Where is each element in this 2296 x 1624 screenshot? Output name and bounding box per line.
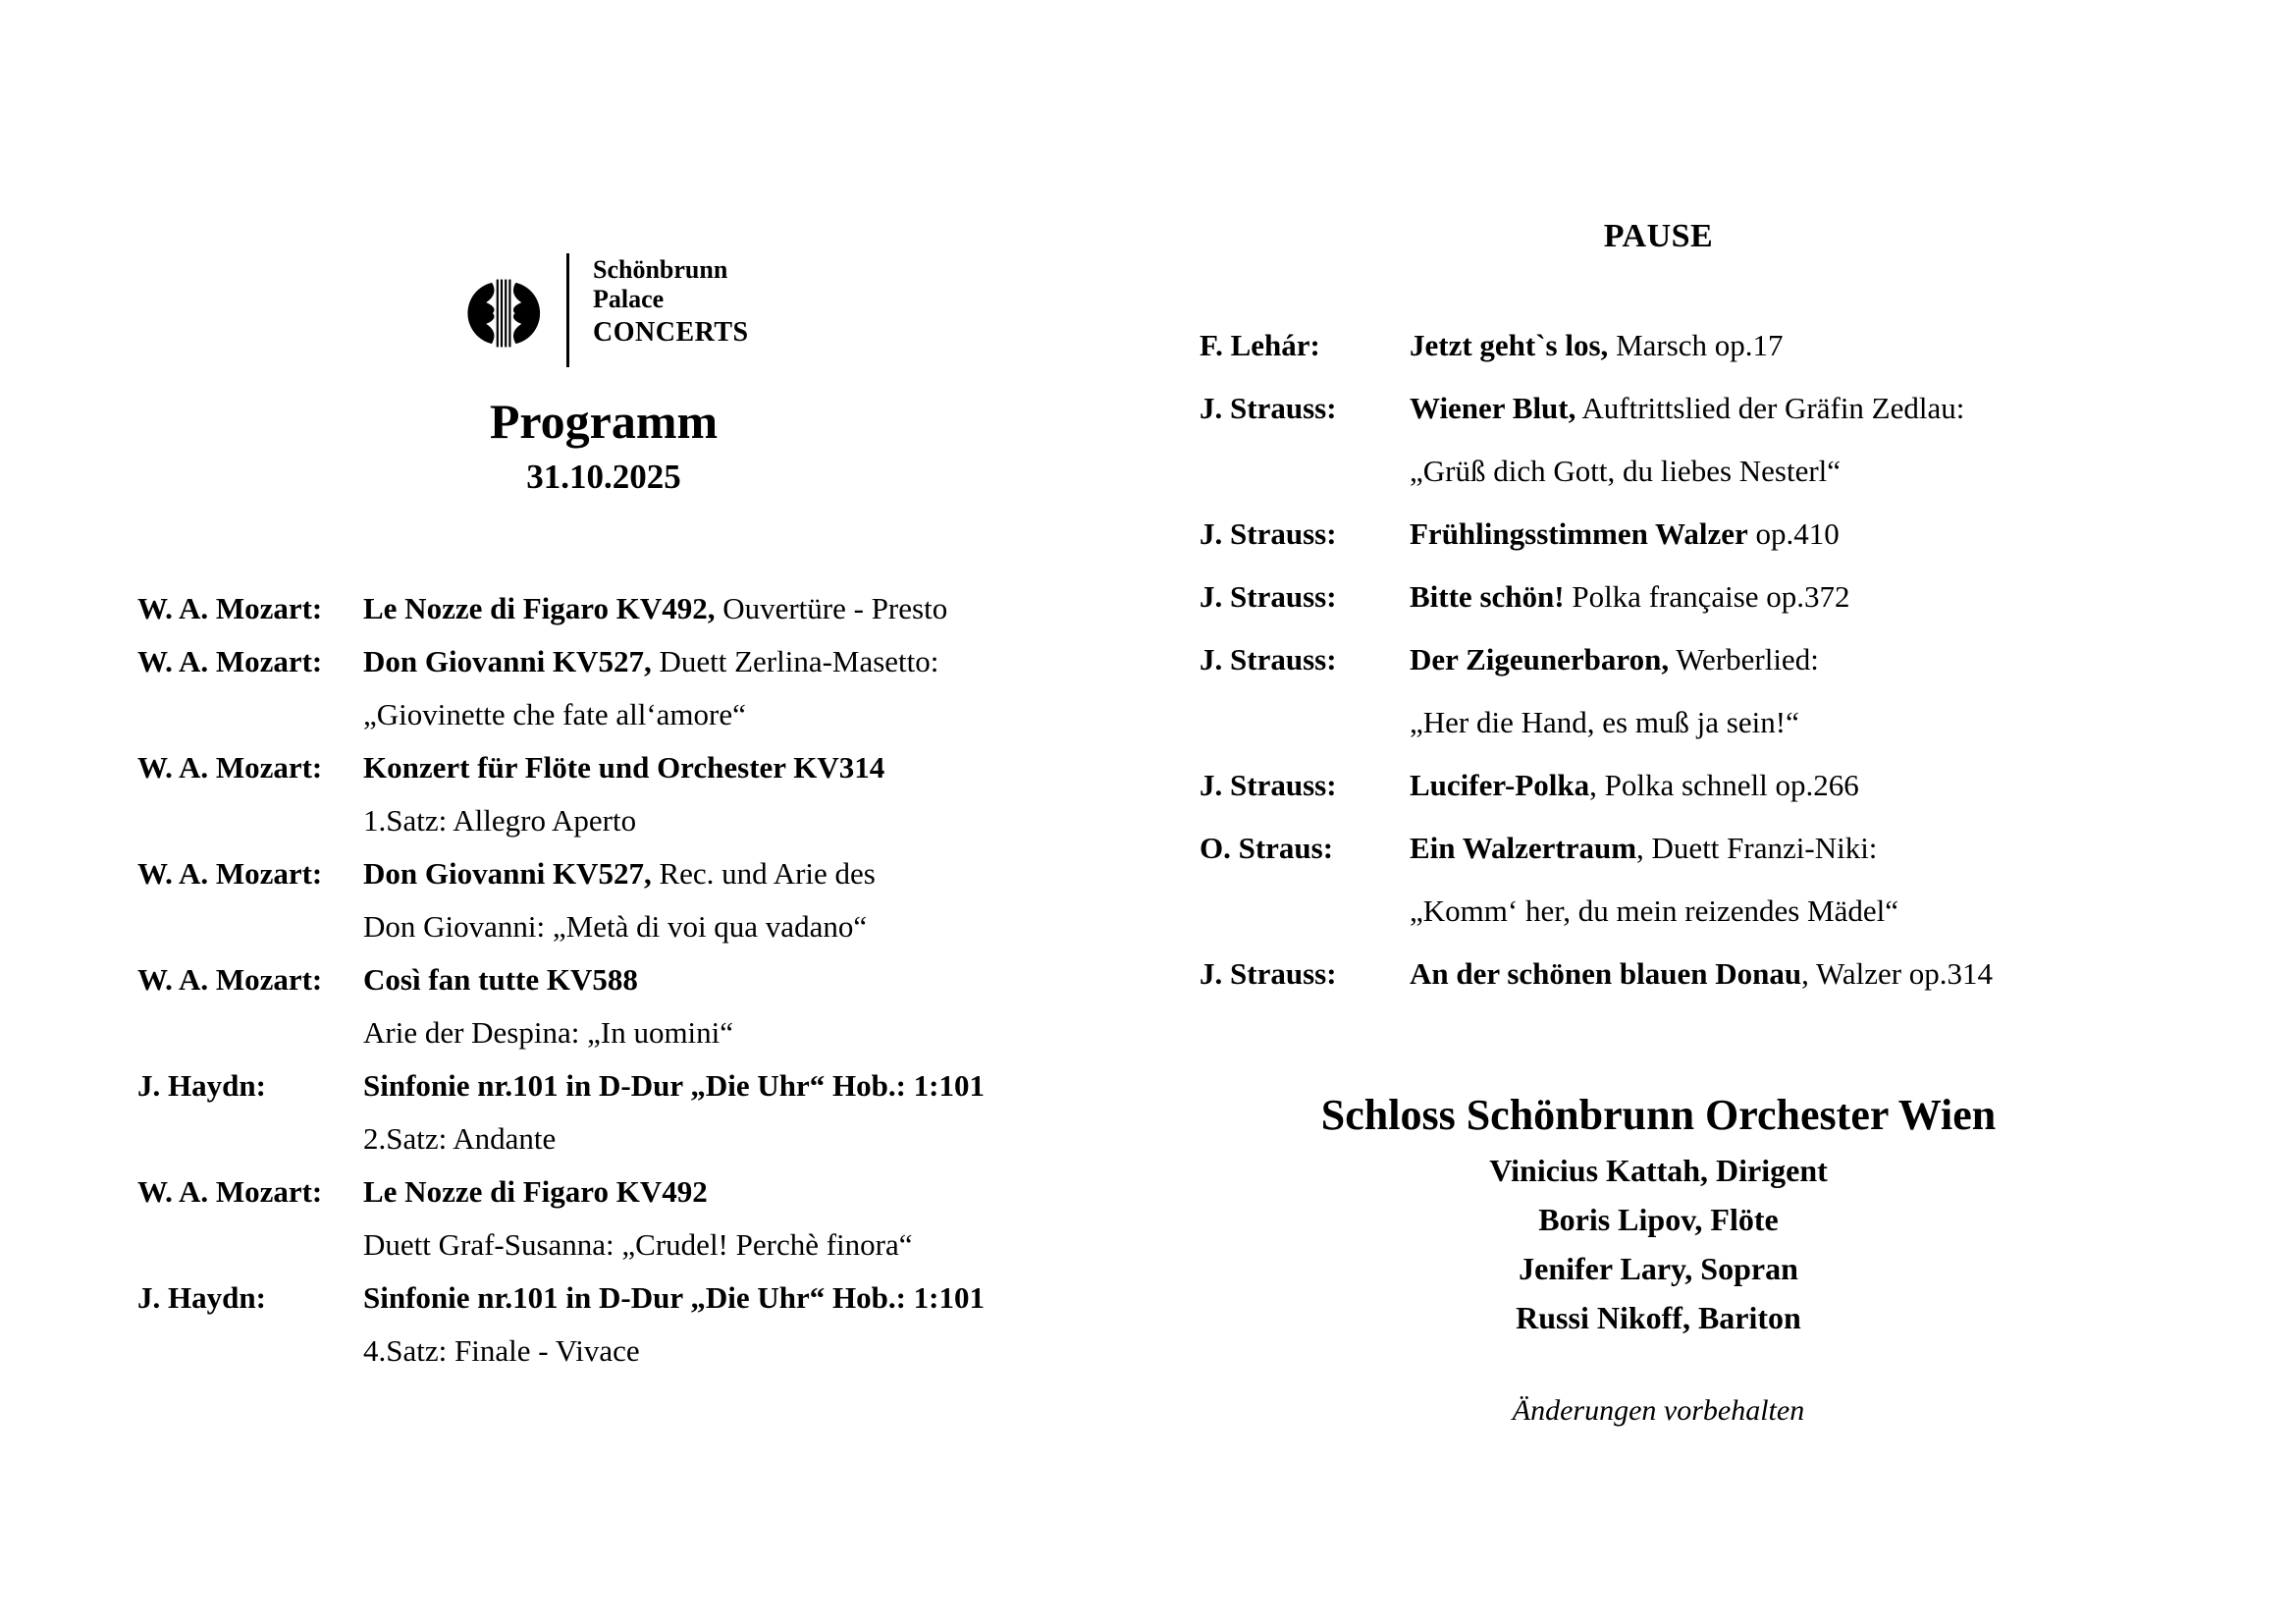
composer-label: [137, 1325, 363, 1378]
piece-text: [1410, 754, 2250, 817]
piece-text: [363, 635, 1129, 688]
program-entry: [1200, 943, 2250, 1005]
piece-detail: , Duett Franzi-Niki:: [1636, 831, 1878, 865]
piece-detail: 4.Satz: Finale - Vivace: [363, 1333, 640, 1368]
logo-divider-line: [566, 253, 569, 367]
program-entry: [1200, 566, 2250, 628]
program-entry: [137, 1059, 1129, 1112]
performer-line: Russi Nikoff, Bariton: [1516, 1300, 1801, 1335]
piece-detail: 1.Satz: Allegro Aperto: [363, 803, 637, 838]
piece-text: [363, 1218, 1129, 1272]
piece-detail: „Her die Hand, es muß ja sein!“: [1410, 705, 1799, 739]
performer-line: Boris Lipov, Flöte: [1538, 1202, 1779, 1237]
program-entry: [137, 1165, 1129, 1218]
program-entry: [1200, 503, 2250, 566]
piece-text: [1410, 943, 2250, 1005]
program-entry: [1200, 754, 2250, 817]
composer-label: [137, 1112, 363, 1165]
piece-title: Così fan tutte KV588: [363, 962, 638, 997]
piece-title: Konzert für Flöte und Orchester KV314: [363, 750, 885, 785]
program-entry: [137, 582, 1129, 635]
piece-title: Sinfonie nr.101 in D-Dur „Die Uhr“ Hob.: 1:101: [363, 1068, 985, 1103]
piece-detail: Duett Zerlina-Masetto:: [651, 644, 939, 678]
piece-text: [363, 1006, 1129, 1059]
program-subline: [1200, 440, 2250, 503]
program-subline: [137, 1006, 1129, 1059]
changes-reserved-note: Änderungen vorbehalten: [1512, 1394, 1805, 1427]
composer-label: J. Strauss:: [1200, 579, 1337, 614]
piece-text: [1410, 628, 2250, 691]
piece-text: [363, 1325, 1129, 1378]
composer-label: [137, 1006, 363, 1059]
pause-heading: PAUSE: [1603, 218, 1714, 254]
orchestra-name: Schloss Schönbrunn Orchester Wien: [1320, 1091, 1997, 1139]
piece-text: [363, 741, 1129, 794]
piece-detail: Marsch op.17: [1608, 328, 1784, 362]
piece-title: Frühlingsstimmen Walzer: [1410, 516, 1748, 551]
piece-title: Wiener Blut,: [1410, 391, 1576, 425]
piece-text: [1410, 314, 2250, 377]
piece-text: [363, 582, 1129, 635]
program-entry: [137, 635, 1129, 688]
composer-label: J. Strauss:: [1200, 956, 1337, 991]
piece-detail: op.410: [1747, 516, 1840, 551]
piece-text: [1410, 440, 2250, 503]
piece-title: Le Nozze di Figaro KV492,: [363, 591, 716, 625]
piece-detail: Ouvertüre - Presto: [715, 591, 948, 625]
program-entry: [137, 847, 1129, 900]
piece-detail: Don Giovanni: „Metà di voi qua vadano“: [363, 909, 868, 944]
piece-text: [363, 1112, 1129, 1165]
composer-label: O. Straus:: [1200, 831, 1334, 865]
piece-text: [363, 847, 1129, 900]
performers-list: [1200, 1146, 2117, 1342]
piece-title: Don Giovanni KV527,: [363, 856, 652, 891]
composer-label: [137, 900, 363, 953]
program-subline: [137, 1325, 1129, 1378]
composer-label: W. A. Mozart:: [137, 644, 323, 678]
piece-detail: Duett Graf-Susanna: „Crudel! Perchè finora“: [363, 1227, 913, 1262]
composer-label: W. A. Mozart:: [137, 962, 323, 997]
composer-label: J. Strauss:: [1200, 391, 1337, 425]
composer-label: W. A. Mozart:: [137, 750, 323, 785]
program-entry: [137, 1272, 1129, 1325]
piece-text: [363, 1272, 1129, 1325]
piece-text: [363, 1059, 1129, 1112]
piece-title: Ein Walzertraum: [1410, 831, 1637, 865]
piece-text: [1410, 503, 2250, 566]
piece-text: [1410, 691, 2250, 754]
composer-label: [1200, 440, 1410, 503]
program-subline: [137, 900, 1129, 953]
logo-brand-line-1: Schönbrunn: [593, 255, 728, 284]
piece-detail: Arie der Despina: „In uomini“: [363, 1015, 734, 1050]
composer-label: [137, 1218, 363, 1272]
program-entry: [1200, 817, 2250, 880]
program-subline: [137, 688, 1129, 741]
composer-label: J. Haydn:: [137, 1280, 266, 1315]
piece-detail: , Polka schnell op.266: [1589, 768, 1859, 802]
piece-title: Jetzt geht`s los,: [1410, 328, 1609, 362]
piece-detail: „Komm‘ her, du mein reizendes Mädel“: [1410, 893, 1899, 928]
composer-label: [137, 688, 363, 741]
page-title: Programm: [489, 394, 719, 449]
piece-text: [363, 688, 1129, 741]
program-entry: [1200, 628, 2250, 691]
program-subline: [137, 794, 1129, 847]
program-subline: [137, 1112, 1129, 1165]
piece-text: [1410, 817, 2250, 880]
piece-text: [363, 900, 1129, 953]
composer-label: J. Strauss:: [1200, 768, 1337, 802]
program-subline: [1200, 880, 2250, 943]
piece-title: Don Giovanni KV527,: [363, 644, 652, 678]
strings-instrument-logo-icon: [461, 275, 544, 352]
logo-brand-line-2: Palace: [593, 285, 665, 313]
piece-text: [363, 1165, 1129, 1218]
piece-text: [363, 794, 1129, 847]
logo-wordmark: [593, 255, 749, 348]
composer-label: [1200, 880, 1410, 943]
piece-title: An der schönen blauen Donau: [1410, 956, 1802, 991]
logo-brand-line-3: CONCERTS: [593, 317, 749, 348]
program-list-first-half: [137, 582, 1129, 1378]
performer-line: Jenifer Lary, Sopran: [1519, 1251, 1798, 1286]
performer-line: Vinicius Kattah, Dirigent: [1489, 1153, 1828, 1188]
piece-detail: Polka française op.372: [1564, 579, 1850, 614]
piece-title: Sinfonie nr.101 in D-Dur „Die Uhr“ Hob.: 1:101: [363, 1280, 985, 1315]
composer-label: [1200, 691, 1410, 754]
program-list-second-half: [1200, 314, 2250, 1005]
composer-label: W. A. Mozart:: [137, 591, 323, 625]
concert-date: 31.10.2025: [526, 458, 681, 496]
program-entry: [1200, 314, 2250, 377]
piece-text: [1410, 377, 2250, 440]
composer-label: W. A. Mozart:: [137, 1174, 323, 1209]
piece-detail: „Giovinette che fate all‘amore“: [363, 697, 746, 731]
composer-label: J. Haydn:: [137, 1068, 266, 1103]
piece-text: [1410, 566, 2250, 628]
piece-detail: Auftrittslied der Gräfin Zedlau:: [1575, 391, 1965, 425]
composer-label: F. Lehár:: [1200, 328, 1320, 362]
composer-label: [137, 794, 363, 847]
piece-detail: , Walzer op.314: [1801, 956, 1994, 991]
piece-detail: Werberlied:: [1669, 642, 1819, 677]
program-subline: [137, 1218, 1129, 1272]
piece-detail: 2.Satz: Andante: [363, 1121, 557, 1156]
piece-title: Bitte schön!: [1410, 579, 1565, 614]
program-entry: [137, 741, 1129, 794]
composer-label: J. Strauss:: [1200, 516, 1337, 551]
program-entry: [1200, 377, 2250, 440]
piece-title: Lucifer-Polka: [1410, 768, 1590, 802]
composer-label: W. A. Mozart:: [137, 856, 323, 891]
piece-detail: Rec. und Arie des: [651, 856, 876, 891]
piece-text: [363, 953, 1129, 1006]
piece-title: Der Zigeunerbaron,: [1410, 642, 1670, 677]
piece-title: Le Nozze di Figaro KV492: [363, 1174, 708, 1209]
program-subline: [1200, 691, 2250, 754]
composer-label: J. Strauss:: [1200, 642, 1337, 677]
program-entry: [137, 953, 1129, 1006]
piece-detail: „Grüß dich Gott, du liebes Nesterl“: [1410, 454, 1842, 488]
piece-text: [1410, 880, 2250, 943]
